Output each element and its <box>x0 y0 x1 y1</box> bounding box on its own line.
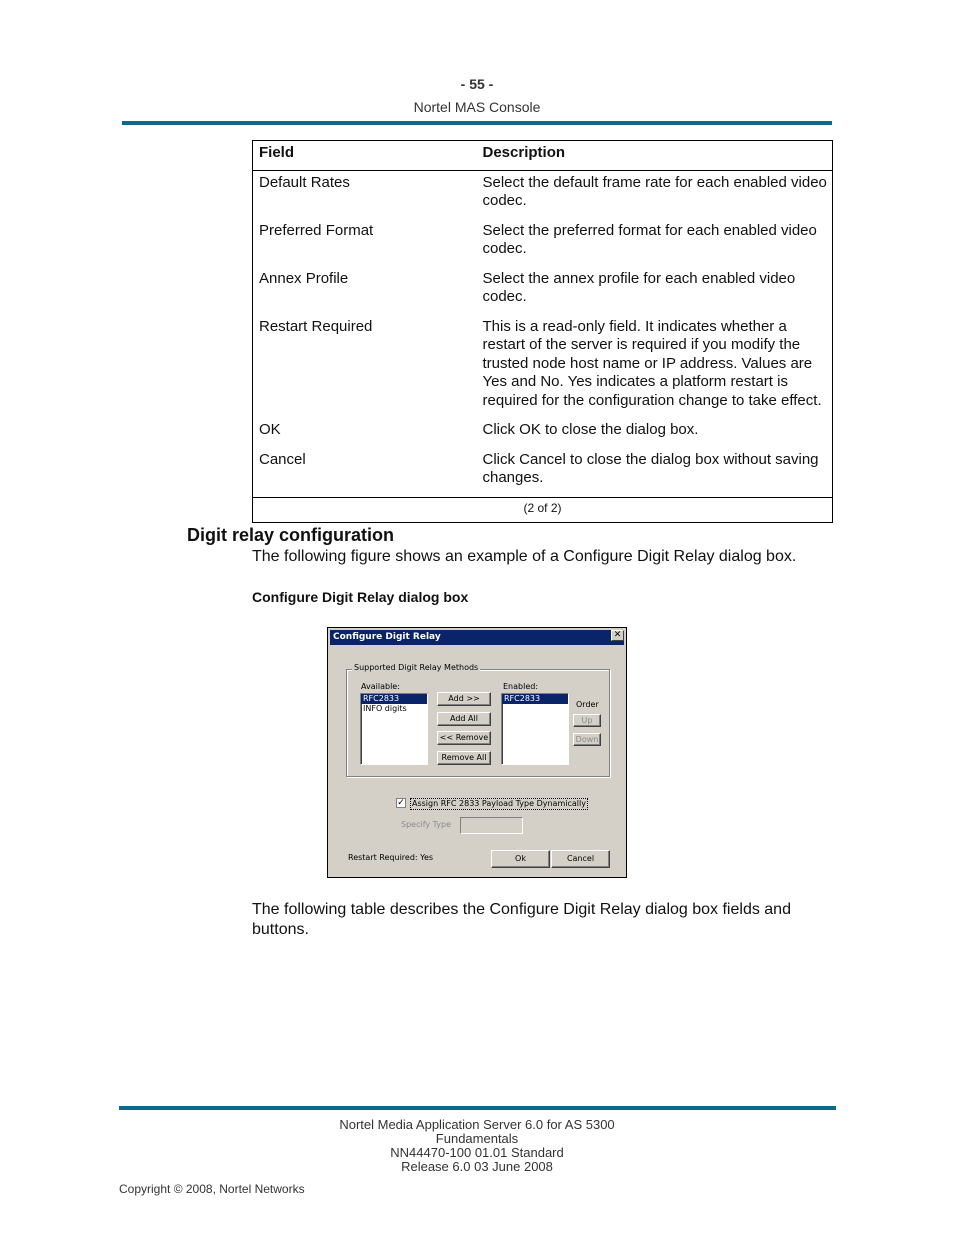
table-footer-row <box>253 497 833 522</box>
footer-line: NN44470-100 01.01 Standard <box>390 1145 564 1160</box>
description-cell: Select the default frame rate for each enabled video codec. <box>477 170 833 220</box>
table-row <box>253 170 833 220</box>
field-cell: Annex Profile <box>253 268 477 316</box>
column-header-field: Field <box>253 141 477 171</box>
dialog-title-bar <box>330 630 624 645</box>
enabled-listbox[interactable] <box>501 693 569 765</box>
assign-payload-label[interactable]: Assign RFC 2833 Payload Type Dynamically <box>412 799 586 808</box>
footer-line: Release 6.0 03 June 2008 <box>401 1159 553 1174</box>
table-continuation-note: (2 of 2) <box>253 497 833 522</box>
table-row <box>253 268 833 316</box>
cancel-button[interactable]: Cancel <box>551 850 610 868</box>
description-cell: Click OK to close the dialog box. <box>477 419 833 449</box>
move-down-button[interactable]: Down <box>573 733 601 746</box>
running-title: Nortel MAS Console <box>413 99 541 115</box>
footer-line: Nortel Media Application Server 6.0 for AS 5300 <box>339 1117 615 1132</box>
description-cell: Select the annex profile for each enabled video codec. <box>477 268 833 316</box>
close-icon[interactable]: ✕ <box>611 630 624 641</box>
restart-required-status: Restart Required: Yes <box>348 853 434 862</box>
column-header-description: Description <box>477 141 833 171</box>
copyright-notice: Copyright © 2008, Nortel Networks <box>119 1182 305 1196</box>
section-heading: Digit relay configuration <box>187 525 395 545</box>
description-cell: Click Cancel to close the dialog box without saving changes. <box>477 449 833 498</box>
assign-payload-checkbox[interactable]: ✓ <box>397 798 405 808</box>
table-row <box>253 220 833 268</box>
header-rule <box>122 121 832 125</box>
list-item[interactable]: INFO digits <box>363 704 407 713</box>
add-all-button[interactable]: Add All <box>437 712 491 726</box>
footer-block <box>0 1118 954 1174</box>
table-row <box>253 449 833 498</box>
field-cell: OK <box>253 419 477 449</box>
groupbox-label: Supported Digit Relay Methods <box>354 663 479 672</box>
ok-button[interactable]: Ok <box>491 850 550 868</box>
table-row <box>253 316 833 420</box>
field-description-table <box>252 140 833 523</box>
configure-digit-relay-dialog <box>327 627 627 878</box>
description-cell: Select the preferred format for each enabled video codec. <box>477 220 833 268</box>
intro-paragraph: The following figure shows an example of a Configure Digit Relay dialog box. <box>252 548 797 565</box>
list-item[interactable]: RFC2833 <box>361 694 427 704</box>
remove-all-button[interactable]: Remove All <box>437 751 491 765</box>
table-row <box>253 419 833 449</box>
remove-button[interactable]: << Remove <box>437 731 491 745</box>
dialog-title: Configure Digit Relay <box>333 632 441 642</box>
field-cell: Cancel <box>253 449 477 498</box>
order-label: Order <box>576 700 599 709</box>
specify-type-label: Specify Type <box>401 820 452 829</box>
field-cell: Default Rates <box>253 170 477 220</box>
outro-paragraph: The following table describes the Configure Digit Relay dialog box fields and buttons. <box>252 901 791 938</box>
add-button[interactable]: Add >> <box>437 692 491 706</box>
enabled-label: Enabled: <box>503 682 539 691</box>
move-up-button[interactable]: Up <box>573 714 601 727</box>
available-listbox[interactable] <box>360 693 428 765</box>
available-label: Available: <box>361 682 400 691</box>
footer-rule <box>119 1106 836 1110</box>
figure-caption: Configure Digit Relay dialog box <box>252 589 469 605</box>
page-number: - 55 - <box>460 76 494 92</box>
list-item[interactable]: RFC2833 <box>502 694 568 704</box>
footer-line: Fundamentals <box>435 1131 519 1146</box>
specify-type-input[interactable] <box>460 817 523 834</box>
field-cell: Preferred Format <box>253 220 477 268</box>
description-cell: This is a read-only field. It indicates whether a restart of the server is required if you modify the trusted node host name or IP address. Values are Yes and No. Yes indicates a platform restart is required for the configuration change to take effect. <box>477 316 833 420</box>
field-cell: Restart Required <box>253 316 477 420</box>
